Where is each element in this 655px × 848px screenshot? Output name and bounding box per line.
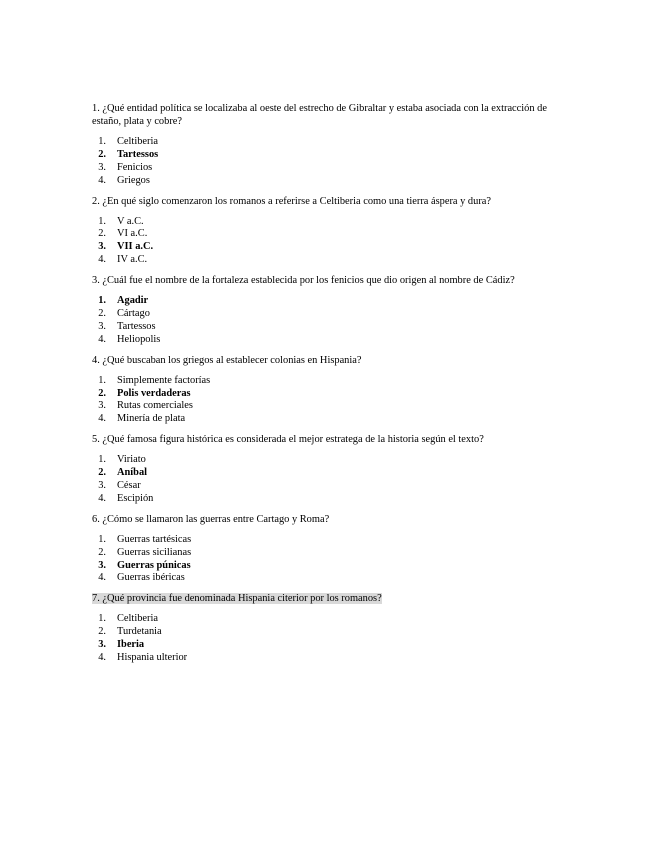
option — [92, 228, 572, 241]
option-number: 3. — [98, 400, 106, 412]
correct-option — [92, 149, 572, 162]
question-text: 2. ¿En qué siglo comenzaron los romanos a referirse a Celtiberia como una tierra áspera y dura? — [92, 195, 492, 207]
question-text: 5. ¿Qué famosa figura histórica es considerada el mejor estratega de la historia según el texto? — [92, 434, 484, 446]
option — [92, 480, 572, 493]
option-number: 2. — [98, 308, 106, 320]
option-number: 1. — [98, 215, 106, 227]
option-number: 2. — [98, 467, 106, 479]
option-text: Simplemente factorías — [117, 374, 211, 386]
option-text: VI a.C. — [117, 228, 148, 240]
option-text: Hispania ulterior — [117, 652, 188, 664]
correct-option — [92, 560, 572, 573]
option-number: 3. — [98, 161, 106, 173]
option-text: Griegos — [117, 174, 150, 186]
question-5 — [92, 433, 572, 446]
option-text: Agadir — [117, 295, 149, 307]
question-text: 6. ¿Cómo se llamaron las guerras entre Cartago y Roma? — [92, 513, 330, 525]
option-number: 4. — [98, 492, 106, 504]
options-list — [92, 216, 572, 268]
option-number: 3. — [98, 480, 106, 492]
option — [92, 334, 572, 347]
option-text: Celtiberia — [117, 136, 158, 147]
option — [92, 413, 572, 426]
option — [92, 572, 572, 585]
option-text: Tartessos — [117, 148, 159, 160]
option-text: Turdetania — [117, 626, 162, 638]
option-text: VII a.C. — [117, 241, 154, 253]
question-7 — [92, 592, 572, 605]
question-text: 1. ¿Qué entidad política se localizaba al oeste del estrecho de Gibraltar y estaba asociada con la extracción de estaño, plata y cobre? — [92, 103, 547, 127]
option-text: Guerras sicilianas — [117, 546, 192, 558]
option — [92, 626, 572, 639]
option — [92, 493, 572, 506]
option — [92, 254, 572, 267]
option-number: 1. — [98, 295, 106, 307]
option — [92, 375, 572, 388]
option-text: Cártago — [117, 308, 150, 320]
option — [92, 454, 572, 467]
option — [92, 136, 572, 149]
question-2 — [92, 195, 572, 208]
options-list — [92, 534, 572, 586]
option — [92, 400, 572, 413]
option — [92, 162, 572, 175]
option — [92, 534, 572, 547]
option-text: Fenicios — [117, 161, 153, 173]
option-text: Guerras púnicas — [117, 559, 191, 571]
option-text: Tartessos — [117, 320, 156, 332]
option-text: Polis verdaderas — [117, 387, 191, 399]
option-number: 3. — [98, 639, 106, 651]
option-number: 1. — [98, 613, 106, 625]
option-text: V a.C. — [117, 215, 144, 227]
option — [92, 175, 572, 188]
option — [92, 321, 572, 334]
options-list — [92, 375, 572, 427]
question-1 — [92, 102, 572, 128]
option-text: Minería de plata — [117, 413, 186, 425]
option-text: Iberia — [117, 639, 145, 651]
option — [92, 308, 572, 321]
option-number: 3. — [98, 320, 106, 332]
option-number: 4. — [98, 254, 106, 266]
option-text: Heliopolis — [117, 333, 161, 345]
option-number: 4. — [98, 413, 106, 425]
correct-option — [92, 639, 572, 652]
option-number: 4. — [98, 174, 106, 186]
option-text: Guerras tartésicas — [117, 533, 192, 545]
option-number: 2. — [98, 546, 106, 558]
option-number: 2. — [98, 148, 106, 160]
option-number: 1. — [98, 374, 106, 386]
option-number: 2. — [98, 228, 106, 240]
option-text: César — [117, 480, 141, 492]
option-number: 2. — [98, 387, 106, 399]
options-list — [92, 136, 572, 188]
correct-option — [92, 388, 572, 401]
option — [92, 652, 572, 665]
option-number: 4. — [98, 333, 106, 345]
question-3 — [92, 274, 572, 287]
question-text: 4. ¿Qué buscaban los griegos al establecer colonias en Hispania? — [92, 354, 362, 366]
options-list — [92, 295, 572, 347]
option — [92, 216, 572, 229]
correct-option — [92, 295, 572, 308]
option-number: 2. — [98, 626, 106, 638]
option-text: Viriato — [117, 454, 146, 466]
options-list — [92, 613, 572, 665]
options-list — [92, 454, 572, 506]
quiz-document — [92, 102, 572, 672]
option-number: 3. — [98, 241, 106, 253]
correct-option — [92, 467, 572, 480]
option-text: Aníbal — [117, 467, 148, 479]
option-text: IV a.C. — [117, 254, 148, 266]
option-number: 1. — [98, 533, 106, 545]
question-6 — [92, 513, 572, 526]
question-4 — [92, 354, 572, 367]
option-text: Celtiberia — [117, 613, 158, 625]
option-number: 4. — [98, 572, 106, 584]
option-text: Rutas comerciales — [117, 400, 193, 412]
option-number: 3. — [98, 559, 106, 571]
option — [92, 613, 572, 626]
option-text: Escipión — [117, 492, 154, 504]
option-number: 1. — [98, 136, 106, 147]
option — [92, 547, 572, 560]
question-text: 3. ¿Cuál fue el nombre de la fortaleza establecida por los fenicios que dio origen al nombre de Cádiz? — [92, 275, 515, 287]
question-text: 7. ¿Qué provincia fue denominada Hispania citerior por los romanos? — [92, 593, 382, 605]
option-number: 4. — [98, 652, 106, 664]
option-number: 1. — [98, 454, 106, 466]
correct-option — [92, 241, 572, 254]
option-text: Guerras ibéricas — [117, 572, 185, 584]
